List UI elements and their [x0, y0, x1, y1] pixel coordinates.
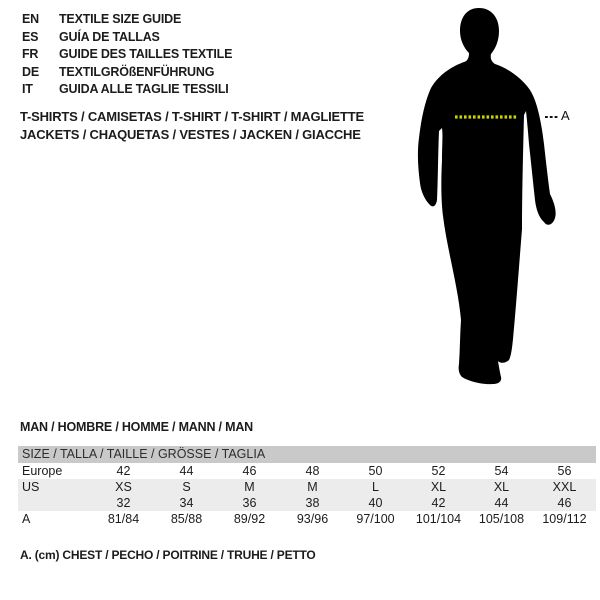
table-cell: 50 [368, 464, 383, 478]
language-row [22, 64, 232, 82]
measurement-footnote: A. (cm) CHEST / PECHO / POITRINE / TRUHE / PETTO [20, 548, 316, 562]
table-cell: M [307, 480, 318, 494]
table-header: SIZE / TALLA / TAILLE / GRÖSSE / TAGLIA [18, 446, 596, 463]
table-cell: 97/100 [356, 512, 395, 526]
man-silhouette-shape [418, 8, 556, 384]
table-cell: XS [115, 480, 132, 494]
table-cell: XL [493, 480, 510, 494]
language-list [22, 11, 232, 99]
language-code: ES [22, 29, 39, 44]
language-title: GUIDA ALLE TAGLIE TESSILI [59, 82, 229, 96]
table-cell: 42 [116, 464, 131, 478]
table-row-chest-a [18, 511, 596, 527]
table-cell: 42 [431, 496, 446, 510]
language-title: GUÍA DE TALLAS [59, 29, 160, 44]
category-jackets: JACKETS / CHAQUETAS / VESTES / JACKEN / GIACCHE [20, 126, 361, 142]
table-cell: 46 [557, 496, 572, 510]
language-row [22, 46, 232, 64]
language-code: IT [22, 82, 33, 96]
table-cell: 46 [242, 464, 257, 478]
row-label: A [22, 512, 31, 526]
table-cell: 34 [179, 496, 194, 510]
table-cell: 109/112 [542, 512, 587, 526]
table-cell: XXL [552, 480, 577, 494]
table-cell: 85/88 [170, 512, 203, 526]
table-cell: S [182, 480, 191, 494]
size-table [18, 446, 596, 527]
garment-categories [20, 108, 364, 143]
table-cell: 93/96 [296, 512, 329, 526]
table-row-us [18, 479, 596, 495]
man-silhouette-icon [398, 4, 598, 396]
table-cell: 52 [431, 464, 446, 478]
table-cell: 44 [494, 496, 509, 510]
measure-label-a: A [561, 108, 570, 123]
row-label: Europe [22, 464, 63, 478]
table-cell: 89/92 [233, 512, 266, 526]
language-row [22, 81, 232, 99]
table-cell: 81/84 [107, 512, 140, 526]
table-cell: 56 [557, 464, 572, 478]
table-cell: 40 [368, 496, 383, 510]
table-cell: 38 [305, 496, 320, 510]
table-cell: 54 [494, 464, 509, 478]
language-row [22, 11, 232, 29]
table-cell: 48 [305, 464, 320, 478]
language-code: DE [22, 64, 39, 79]
table-row-europe [18, 463, 596, 479]
language-code: FR [22, 47, 39, 61]
language-row [22, 29, 232, 47]
table-row-us-numeric [18, 495, 596, 511]
category-tshirts: T-SHIRTS / CAMISETAS / T-SHIRT / T-SHIRT / MAGLIETTE [20, 109, 364, 124]
table-cell: L [372, 480, 379, 494]
table-cell: XL [430, 480, 447, 494]
table-cell: 36 [242, 496, 257, 510]
language-title: TEXTILGRÖßENFÜHRUNG [59, 64, 215, 79]
table-cell: M [244, 480, 255, 494]
section-title-man: MAN / HOMBRE / HOMME / MANN / MAN [20, 420, 253, 434]
language-title: GUIDE DES TAILLES TEXTILE [59, 47, 233, 61]
language-title: TEXTILE SIZE GUIDE [59, 12, 182, 26]
table-cell: 101/104 [415, 512, 462, 526]
table-cell: 44 [179, 464, 194, 478]
row-label: US [22, 480, 40, 494]
language-code: EN [22, 12, 39, 26]
row-label [18, 495, 92, 511]
table-cell: 32 [116, 496, 131, 510]
table-cell: 105/108 [478, 512, 525, 526]
